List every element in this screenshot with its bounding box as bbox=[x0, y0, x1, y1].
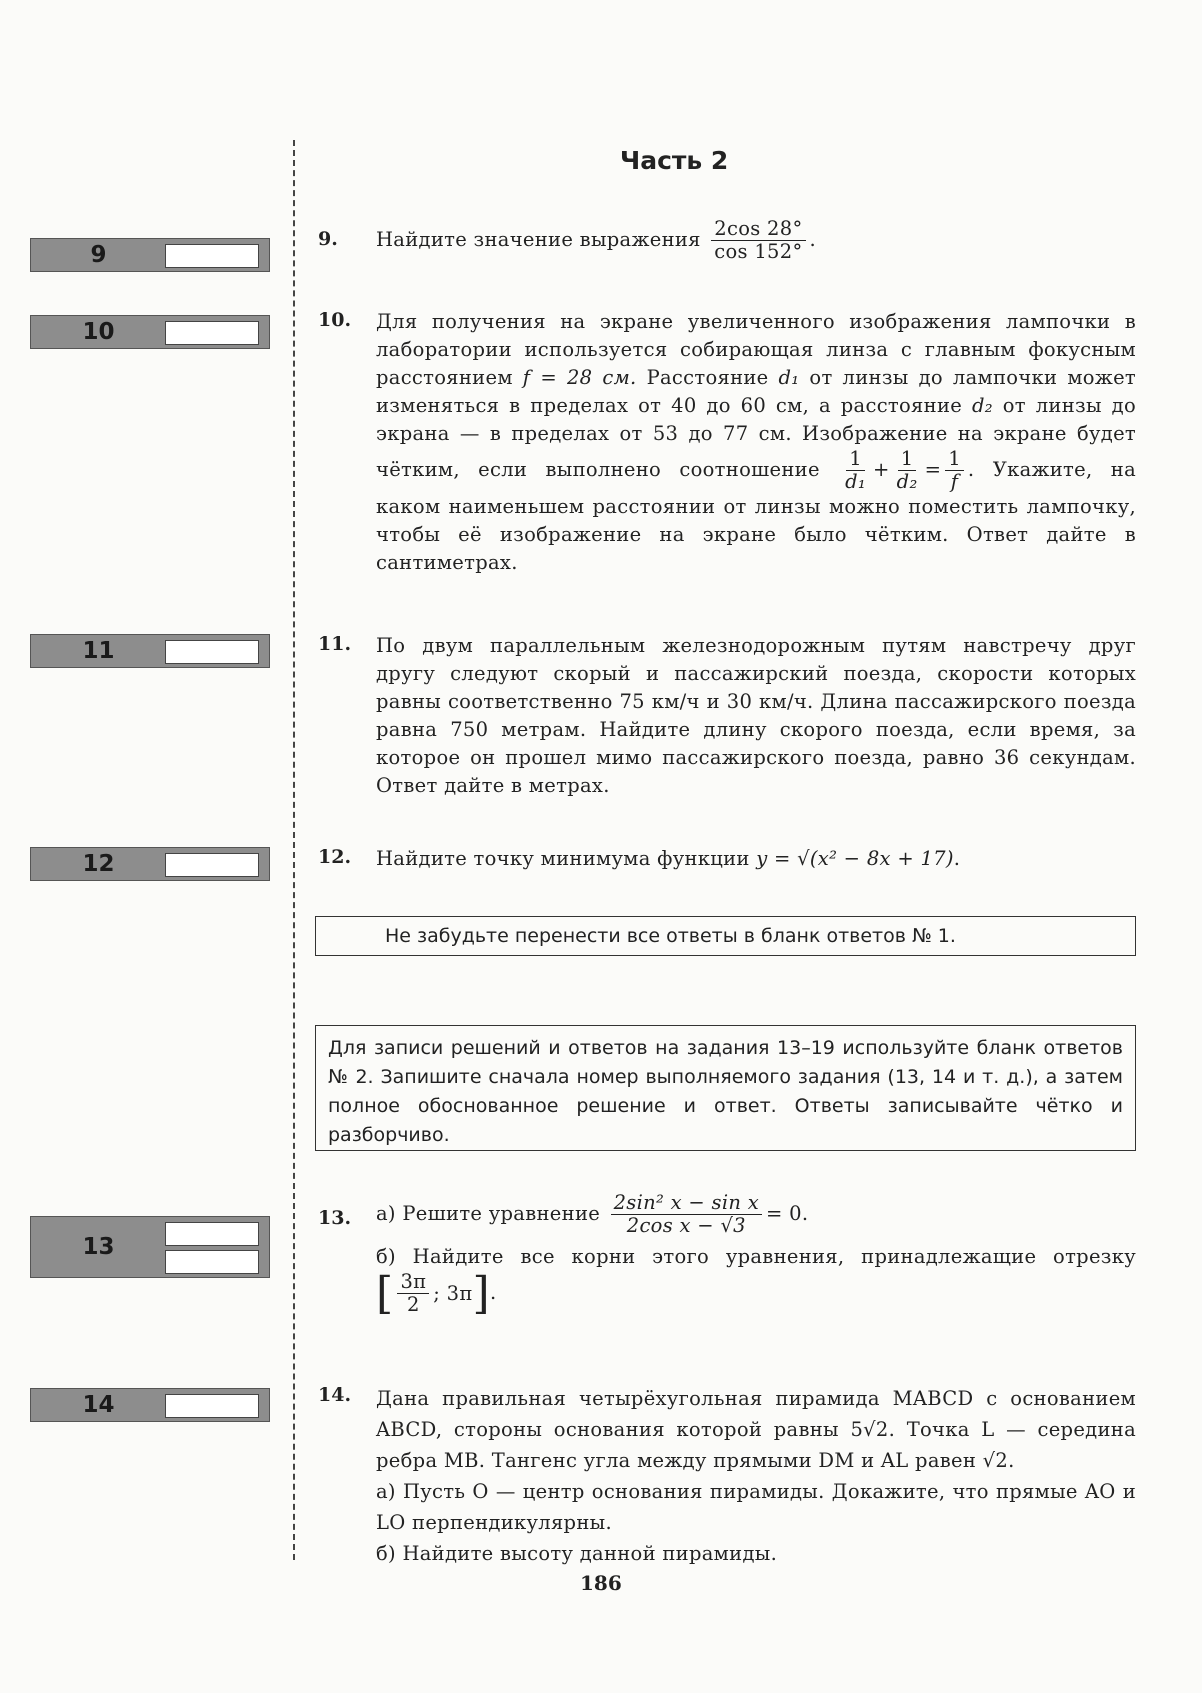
task-9 bbox=[376, 218, 1136, 263]
answer-box-12 bbox=[30, 847, 270, 881]
part-b: б) Найдите высоту данной пирамиды. bbox=[376, 1542, 778, 1565]
segment-end: ; 3π bbox=[433, 1281, 473, 1305]
fraction-numerator: 1 bbox=[945, 448, 964, 471]
task-text: Расстояние bbox=[646, 366, 769, 389]
task-text: Для получения на экране увеличенного изображения лампочки в лаборатории используется собирающая линза с главным фокусным расстоянием bbox=[376, 310, 1136, 389]
fraction bbox=[711, 218, 805, 263]
fraction-numerator: 1 bbox=[898, 448, 917, 471]
answer-box-number: 10 bbox=[82, 319, 115, 345]
task-text: от линзы до лампочки может изменяться в пределах от 40 до 60 см, а расстояние bbox=[376, 366, 1136, 417]
answer-box-14 bbox=[30, 1388, 270, 1422]
fraction-numerator: 2sin² x − sin x bbox=[611, 1192, 762, 1215]
answer-field-a[interactable] bbox=[165, 1222, 259, 1246]
fraction-numerator: 3π bbox=[397, 1271, 429, 1294]
page-number: 186 bbox=[580, 1571, 622, 1595]
fraction-denominator: 2cos x − √3 bbox=[626, 1214, 746, 1237]
answer-box-number: 9 bbox=[90, 242, 107, 268]
task-11 bbox=[376, 632, 1136, 800]
task-14 bbox=[376, 1383, 1136, 1569]
task-text: . Укажите, на каком наименьшем расстоянии от линзы можно поместить лампочку, чтобы её изображение на экране было чётким. Ответ дайте в сантиметрах. bbox=[376, 458, 1136, 574]
task-text: а) Решите уравнение bbox=[376, 1202, 601, 1225]
task-number-12: 12. bbox=[318, 846, 352, 868]
page-title: Часть 2 bbox=[620, 146, 729, 175]
answer-field[interactable] bbox=[165, 853, 259, 877]
task-text: Дана правильная четырёхугольная пирамида MABCD с основанием ABCD, стороны основания которой равны 5√2. Точка L — середина ребра MB. Тангенс угла между прямыми DM и AL равен √2. bbox=[376, 1387, 1136, 1472]
answer-box-number: 12 bbox=[82, 851, 115, 877]
part-b bbox=[376, 1243, 1136, 1319]
fraction-numerator: 2cos 28° bbox=[711, 218, 805, 241]
answer-field[interactable] bbox=[165, 244, 259, 268]
task-tail: . bbox=[809, 228, 817, 251]
answer-box-10 bbox=[30, 315, 270, 349]
plus-sign: + bbox=[873, 458, 890, 481]
task-10 bbox=[376, 308, 1136, 577]
fraction-numerator: 1 bbox=[846, 448, 865, 471]
answer-field[interactable] bbox=[165, 321, 259, 345]
task-number-11: 11. bbox=[318, 633, 352, 655]
answer-box-number: 13 bbox=[82, 1234, 115, 1260]
task-text: Найдите значение выражения bbox=[376, 228, 701, 251]
task-number-13: 13. bbox=[318, 1207, 352, 1229]
fraction bbox=[397, 1271, 429, 1316]
task-number-9: 9. bbox=[318, 228, 338, 250]
task-13 bbox=[376, 1191, 1136, 1319]
function-formula: y = √(x² − 8x + 17) bbox=[756, 847, 954, 870]
notice-text: Для записи решений и ответов на задания 13–19 используйте бланк ответов № 2. Запишите сначала номер выполняемого задания (13, 14 и т. д.), а затем полное обоснованное решение и ответ. Ответы записывайте чётко и разборчиво. bbox=[328, 1037, 1123, 1146]
task-text: от линзы до экрана — в пределах от 53 до 77 см. Изображение на экране будет чётким, если выполнено соотношение bbox=[376, 394, 1137, 481]
fraction bbox=[611, 1192, 762, 1237]
task-text: б) Найдите все корни этого уравнения, принадлежащие отрезку bbox=[376, 1245, 1136, 1268]
answer-box-11 bbox=[30, 634, 270, 668]
fraction-denominator: f bbox=[950, 470, 959, 493]
notice-text: Не забудьте перенести все ответы в бланк ответов № 1. bbox=[385, 925, 956, 947]
answer-field[interactable] bbox=[165, 1394, 259, 1418]
task-tail: = 0. bbox=[766, 1202, 809, 1225]
task-text: Найдите точку минимума функции bbox=[376, 847, 750, 870]
equals-sign: = bbox=[924, 458, 942, 481]
fraction-denominator: cos 152° bbox=[714, 240, 803, 263]
var-d1: d₁ bbox=[778, 366, 800, 389]
task-text: По двум параллельным железнодорожным путям навстречу друг другу следуют скорый и пассажирский поезда, скорости которых равны соответственно 75 км/ч и 30 км/ч. Длина пассажирского поезда равна 750 метрам. Найдите длину скорого поезда, если время, за которое он прошел мимо пассажирского поезда, равно 36 секундам. Ответ дайте в метрах. bbox=[376, 634, 1136, 797]
task-12 bbox=[376, 845, 1136, 873]
answer-box-13 bbox=[30, 1216, 270, 1278]
segment: [ $\frac{3\pi}{2}$ ; 3π ] bbox=[376, 1267, 490, 1319]
transfer-notice bbox=[315, 916, 1136, 956]
cut-line bbox=[293, 140, 295, 1560]
fraction-denominator: d₁ bbox=[845, 470, 867, 493]
part-a: а) Пусть O — центр основания пирамиды. Докажите, что прямые AO и LO перпендикулярны. bbox=[376, 1480, 1136, 1534]
fraction bbox=[894, 448, 921, 493]
focal-length: f = 28 см. bbox=[522, 366, 637, 389]
fraction-denominator: 2 bbox=[407, 1293, 420, 1316]
task-number-10: 10. bbox=[318, 309, 352, 331]
task-tail: . bbox=[489, 1281, 497, 1304]
answer-field[interactable] bbox=[165, 640, 259, 664]
fraction bbox=[842, 448, 869, 493]
var-d2: d₂ bbox=[971, 394, 993, 417]
fraction bbox=[945, 448, 964, 493]
answer-box-number: 11 bbox=[82, 638, 115, 664]
fraction-denominator: d₂ bbox=[896, 470, 918, 493]
task-number-14: 14. bbox=[318, 1384, 352, 1406]
task-tail: . bbox=[953, 847, 961, 870]
instructions-notice bbox=[315, 1025, 1136, 1151]
part-a bbox=[376, 1192, 1136, 1237]
answer-box-number: 14 bbox=[82, 1392, 115, 1418]
answer-box-9 bbox=[30, 238, 270, 272]
answer-field-b[interactable] bbox=[165, 1250, 259, 1274]
